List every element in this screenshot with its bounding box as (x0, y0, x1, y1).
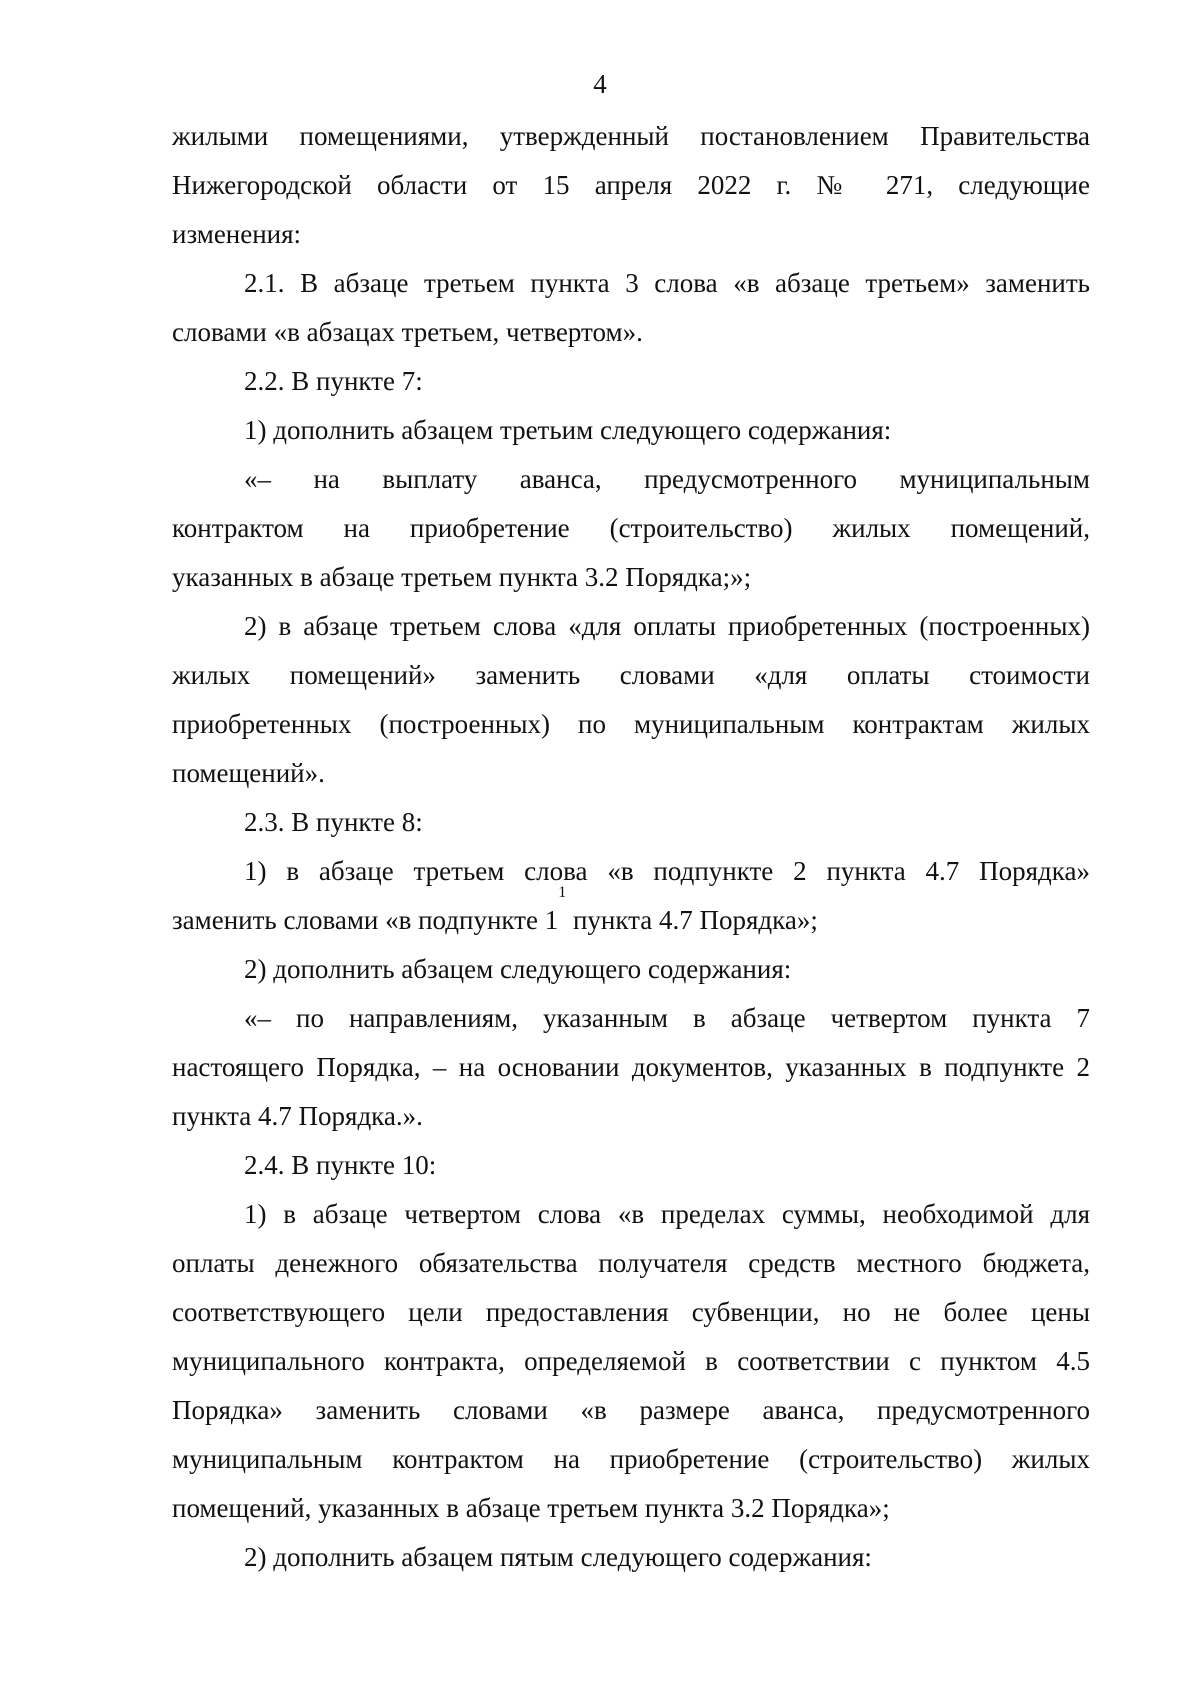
text-line: 2.2. В пункте 7: (244, 366, 423, 396)
text-line: 2) дополнить абзацем пятым следующего содержания: (244, 1542, 872, 1572)
text-line: изменения: (172, 219, 302, 249)
text-line: помещений». (172, 758, 325, 788)
text-line-with-superscript (172, 884, 1090, 945)
text-line: 1) в абзаце четвертом слова «в пределах суммы, необходимой для (244, 1199, 1090, 1229)
text-line: 2.4. В пункте 10: (244, 1150, 437, 1180)
text-line: 2) в абзаце третьем слова «для оплаты приобретенных (построенных) (244, 611, 1090, 641)
text-line: словами «в абзацах третьем, четвертом». (172, 317, 643, 347)
text-fragment: заменить словами «в подпункте 1 (172, 905, 559, 935)
text-line: муниципальным контрактом на приобретение (строительство) жилых (172, 1444, 1090, 1474)
text-line: муниципального контракта, определяемой в соответствии с пунктом 4.5 (172, 1346, 1090, 1376)
page-number: 4 (593, 69, 607, 99)
text-line: «– по направлениям, указанным в абзаце четвертом пункта 7 (244, 1003, 1090, 1033)
text-line: помещений, указанных в абзаце третьем пункта 3.2 Порядка»; (172, 1493, 890, 1523)
superscript: 1 (558, 884, 567, 901)
text-line: оплаты денежного обязательства получателя средств местного бюджета, (172, 1248, 1090, 1278)
text-line: Порядка» заменить словами «в размере аванса, предусмотренного (172, 1395, 1090, 1425)
text-line: 2) дополнить абзацем следующего содержания: (244, 954, 792, 984)
text-line: «– на выплату аванса, предусмотренного муниципальным (244, 464, 1090, 494)
text-line: 1) в абзаце третьем слова «в подпункте 2 пункта 4.7 Порядка» (244, 856, 1090, 886)
text-line: приобретенных (построенных) по муниципальным контрактам жилых (172, 709, 1090, 739)
text-line: 1) дополнить абзацем третьим следующего содержания: (244, 415, 892, 445)
document-body (172, 112, 1090, 1582)
text-line: контрактом на приобретение (строительство) жилых помещений, (172, 513, 1090, 543)
text-line: указанных в абзаце третьем пункта 3.2 Порядка;»; (172, 562, 752, 592)
text-line: настоящего Порядка, – на основании документов, указанных в подпункте 2 (172, 1052, 1090, 1082)
text-line: 2.1. В абзаце третьем пункта 3 слова «в абзаце третьем» заменить (244, 268, 1090, 298)
text-line: 2.3. В пункте 8: (244, 807, 423, 837)
text-line: жилыми помещениями, утвержденный постановлением Правительства (172, 121, 1090, 151)
text-fragment: пункта 4.7 Порядка»; (566, 905, 818, 935)
text-line: соответствующего цели предоставления субвенции, но не более цены (172, 1297, 1090, 1327)
text-line: Нижегородской области от 15 апреля 2022 г. № 271, следующие (172, 170, 1090, 200)
text-line: пункта 4.7 Порядка.». (172, 1101, 423, 1131)
text-line: жилых помещений» заменить словами «для оплаты стоимости (172, 660, 1090, 690)
